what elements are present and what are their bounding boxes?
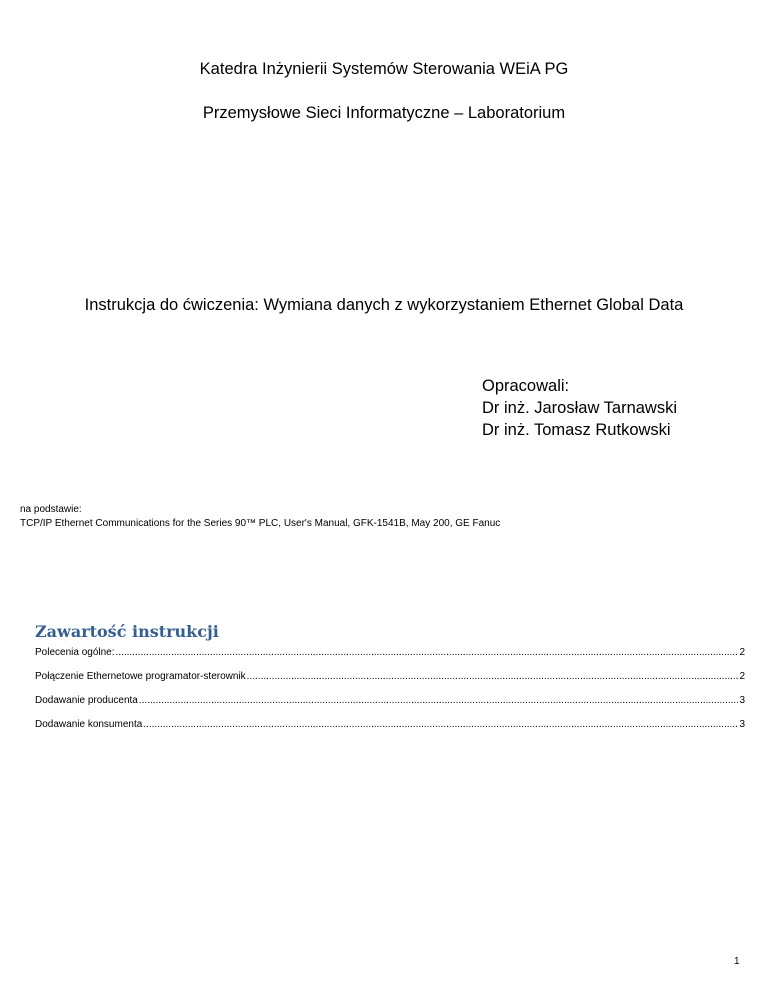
source-label: na podstawie: <box>20 504 82 515</box>
toc-leader-dots <box>116 646 739 660</box>
source-text: TCP/IP Ethernet Communications for the Series 90™ PLC, User's Manual, GFK-1541B, May 200, GE Fanuc <box>20 518 501 529</box>
toc-entry[interactable] <box>35 670 745 694</box>
course-heading: Przemysłowe Sieci Informatyczne – Laboratorium <box>202 104 566 122</box>
toc-leader-dots <box>139 694 739 708</box>
toc-leader-dots <box>143 718 738 732</box>
author-name: Dr inż. Jarosław Tarnawski <box>482 399 678 417</box>
toc-leader-dots <box>247 670 739 684</box>
toc-entry-text[interactable]: Polecenia ogólne: <box>35 647 115 658</box>
toc-entry-page[interactable]: 2 <box>739 671 745 682</box>
page-number: 1 <box>734 956 740 967</box>
table-of-contents <box>35 646 745 742</box>
toc-entry[interactable] <box>35 646 745 670</box>
source-reference <box>20 503 500 531</box>
authors-block <box>482 375 677 441</box>
toc-entry[interactable] <box>35 718 745 742</box>
toc-entry-text[interactable]: Dodawanie producenta <box>35 695 138 706</box>
author-name: Dr inż. Tomasz Rutkowski <box>482 421 671 439</box>
toc-title: Zawartość instrukcji <box>35 622 219 641</box>
toc-entry-text[interactable]: Dodawanie konsumenta <box>35 719 143 730</box>
instruction-title: Instrukcja do ćwiczenia: Wymiana danych z wykorzystaniem Ethernet Global Data <box>84 296 684 314</box>
authors-label: Opracowali: <box>482 377 570 395</box>
toc-entry-page[interactable]: 3 <box>739 695 745 706</box>
department-heading: Katedra Inżynierii Systemów Sterowania WEiA PG <box>199 60 569 78</box>
toc-entry-text[interactable]: Połączenie Ethernetowe programator-sterownik <box>35 671 246 682</box>
toc-entry-page[interactable]: 2 <box>739 647 745 658</box>
toc-entry-page[interactable]: 3 <box>739 719 745 730</box>
toc-entry[interactable] <box>35 694 745 718</box>
